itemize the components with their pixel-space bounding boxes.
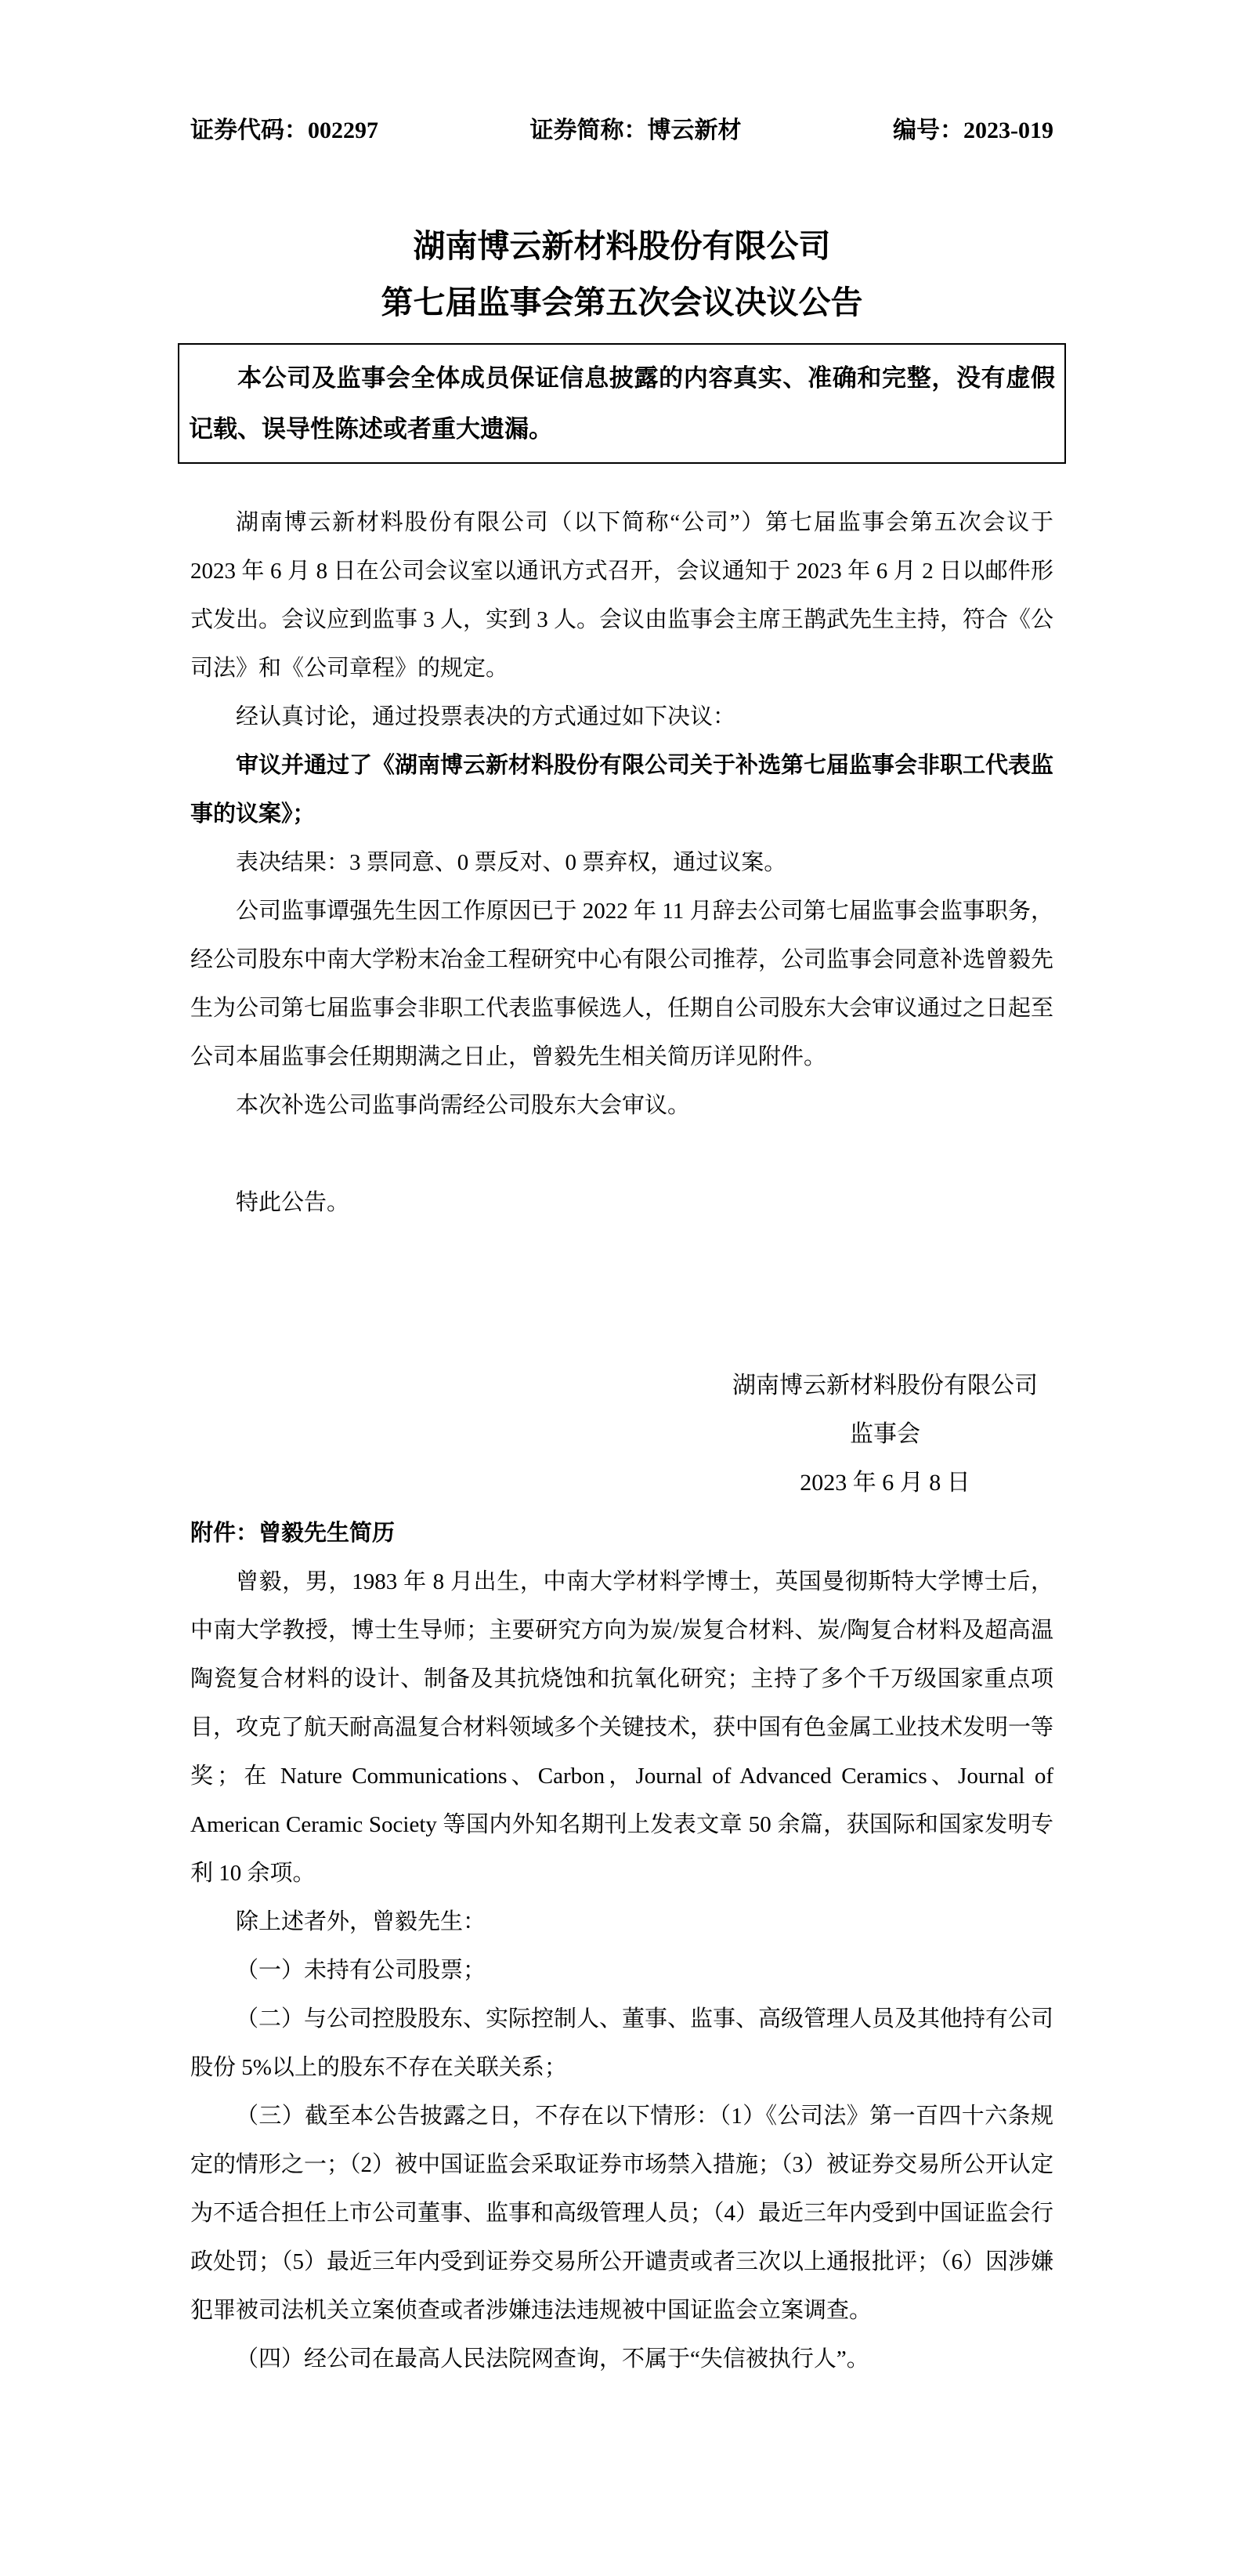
disclaimer-box [178, 343, 1066, 464]
resume-item-3: （三）截至本公告披露之日，不存在以下情形：（1）《公司法》第一百四十六条规定的情形之一；（2）被中国证监会采取证券市场禁入措施；（3）被证券交易所公开认定为不适合担任上市公司董事、监事和高级管理人员；（4）最近三年内受到中国证监会行政处罚；（5）最近三年内受到证券交易所公开谴责或者三次以上通报批评；（6）因涉嫌犯罪被司法机关立案侦查或者涉嫌违法违规被中国证监会立案调查。 [190, 2104, 1054, 2323]
signature-company: 湖南博云新材料股份有限公司 [732, 1373, 1038, 1398]
signature-date: 2023 年 6 月 8 日 [800, 1470, 970, 1496]
attachment-section [190, 1507, 1053, 2383]
paragraph-pending-approval: 本次补选公司监事尚需经公司股东大会审议。 [236, 1093, 691, 1118]
signature-block [732, 1362, 1038, 1507]
paragraph-meeting-info: 湖南博云新材料股份有限公司（以下简称“公司”）第七届监事会第五次会议于 2023 年 6 月 8 日在公司会议室以通讯方式召开，会议通知于 2023 年 6 月 2 日以邮件形式发出。会议应到监事 3 人，实到 3 人。会议由监事会主席王鹊武先生主持，符合《公司法》和《公司章程》的规定。 [190, 510, 1054, 681]
company-name-title: 湖南博云新材料股份有限公司 [413, 228, 831, 264]
announcement-body [190, 498, 1053, 1227]
paragraph-vote-result: 表决结果：3 票同意、0 票反对、0 票弃权，通过议案。 [236, 850, 787, 875]
meeting-resolution-title: 第七届监事会第五次会议决议公告 [381, 284, 863, 320]
resume-item-4: （四）经公司在最高人民法院网查询，不属于“失信被执行人”。 [236, 2346, 869, 2372]
paragraph-resume-bio: 曾毅，男，1983 年 8 月出生，中南大学材料学博士，英国曼彻斯特大学博士后，中南大学教授，博士生导师；主要研究方向为炭/炭复合材料、炭/陶复合材料及超高温陶瓷复合材料的设计、制备及其抗烧蚀和抗氧化研究；主持了多个千万级国家重点项目，攻克了航天耐高温复合材料领域多个关键技术，获中国有色金属工业技术发明一等奖；在 Nature Communications、Carbon，Journal of Advanced Ceramics、Journal of American Ceramic Society 等国内外知名期刊上发表文章 50 余篇，获国际和国家发明专利 10 余项。 [190, 1569, 1054, 1886]
paragraph-resolution: 审议并通过了《湖南博云新材料股份有限公司关于补选第七届监事会非职工代表监事的议案》； [190, 753, 1054, 827]
attachment-heading: 附件：曾毅先生简历 [190, 1521, 396, 1546]
document-title [190, 218, 1053, 331]
paragraph-discussion: 经认真讨论，通过投票表决的方式通过如下决议： [236, 704, 736, 729]
resume-item-1: （一）未持有公司股票； [236, 1958, 486, 1983]
paragraph-besides: 除上述者外，曾毅先生： [236, 1909, 486, 1934]
securities-header [190, 118, 1053, 144]
disclaimer-text: 本公司及监事会全体成员保证信息披露的内容真实、准确和完整，没有虚假记载、误导性陈述或者重大遗漏。 [189, 364, 1055, 443]
signature-department: 监事会 [850, 1421, 920, 1447]
stock-code-label: 证券代码：002297 [190, 118, 378, 143]
resume-item-2: （二）与公司控股股东、实际控制人、董事、监事、高级管理人员及其他持有公司股份 5%以上的股东不存在关联关系； [190, 2006, 1054, 2080]
stock-name-label: 证券简称：博云新材 [529, 118, 742, 143]
paragraph-hereby-announce: 特此公告。 [236, 1190, 350, 1215]
notice-number-label: 编号：2023-019 [893, 118, 1053, 143]
page-content [190, 0, 1053, 2383]
paragraph-candidate-detail: 公司监事谭强先生因工作原因已于 2022 年 11 月辞去公司第七届监事会监事职务，经公司股东中南大学粉末冶金工程研究中心有限公司推荐，公司监事会同意补选曾毅先生为公司第七届监事会非职工代表监事候选人，任期自公司股东大会审议通过之日起至公司本届监事会任期期满之日止，曾毅先生相关简历详见附件。 [190, 899, 1054, 1069]
